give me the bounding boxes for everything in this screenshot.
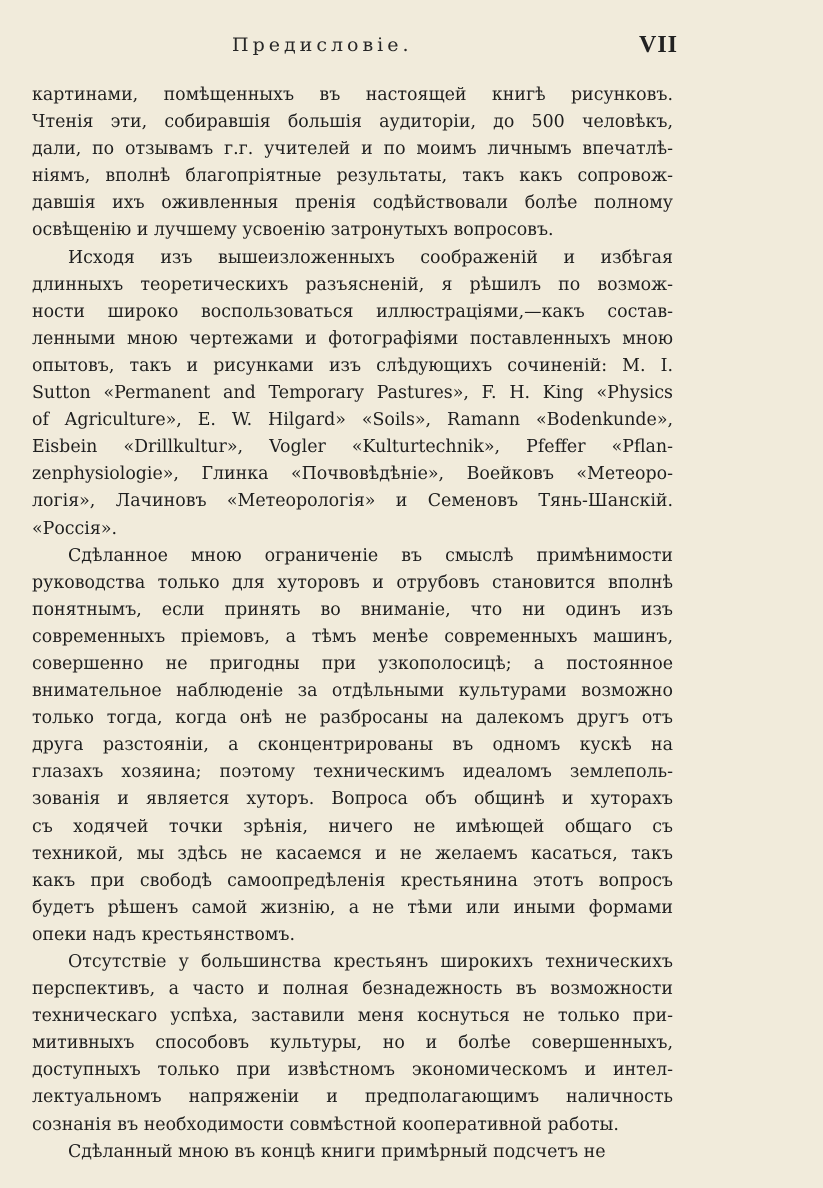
text-line: современныхъ пріемовъ, а тѣмъ менѣе современныхъ машинъ, xyxy=(32,626,673,647)
text-line: Sutton «Permanent and Temporary Pastures», F. H. King «Physics xyxy=(32,383,673,404)
paragraph xyxy=(32,543,673,949)
text-line: Чтенія эти, собиравшія большія аудиторіи, до 500 человѣкъ, xyxy=(32,112,673,133)
text-line: совершенно не пригодны при узкополосицѣ; а постоянное xyxy=(32,653,673,674)
text-line: будетъ рѣшенъ самой жизнію, а не тѣми или иными формами xyxy=(32,897,673,918)
text-line: давшія ихъ оживленныя пренія содѣйствовали болѣе полному xyxy=(32,193,673,214)
paragraph xyxy=(32,949,673,1139)
paragraph xyxy=(32,245,673,543)
paragraph xyxy=(32,1139,673,1166)
text-line: техническаго успѣха, заставили меня коснуться не только при- xyxy=(32,1006,673,1027)
text-line: Eisbein «Drillkultur», Vogler «Kulturtechnik», Pfeffer «Pflan- xyxy=(32,437,673,458)
text-line: съ ходячей точки зрѣнія, ничего не имѣющей общаго съ xyxy=(32,816,673,837)
text-line: какъ при свободѣ самоопредѣленія крестьянина этотъ вопросъ xyxy=(32,870,673,891)
text-line: of Agriculture», E. W. Hilgard» «Soils», Ramann «Bodenkunde», xyxy=(32,410,673,431)
text-line: только тогда, когда онѣ не разбросаны на далекомъ другъ отъ xyxy=(32,708,673,729)
text-line: доступныхъ только при извѣстномъ экономическомъ и интел- xyxy=(32,1060,673,1081)
text-line: понятнымъ, если принять во вниманіе, что ни одинъ изъ xyxy=(32,599,673,620)
text-line: ніямъ, вполнѣ благопріятные результаты, такъ какъ сопровож- xyxy=(32,166,673,187)
text-line: сознанія въ необходимости совмѣстной кооперативной работы. xyxy=(32,1114,619,1135)
text-line: «Россія». xyxy=(32,518,117,539)
text-line: зованія и является хуторъ. Вопроса объ общинѣ и хуторахъ xyxy=(32,789,673,810)
text-line: руководства только для хуторовъ и отрубовъ становится вполнѣ xyxy=(32,572,673,593)
text-line: Сдѣланное мною ограниченіе въ смыслѣ примѣнимости xyxy=(68,545,673,566)
text-line: Отсутствіе у большинства крестьянъ широкихъ техническихъ xyxy=(68,952,673,972)
text-line: глазахъ хозяина; поэтому техническимъ идеаломъ землеполь- xyxy=(32,762,673,783)
text-line: длинныхъ теоретическихъ разъясненій, я рѣшилъ по возмож- xyxy=(32,274,673,295)
text-line: логія», Лачиновъ «Метеорологія» и Семеновъ Тянь-Шанскій. xyxy=(32,491,673,512)
text-line: картинами, помѣщенныхъ въ настоящей книгѣ рисунковъ. xyxy=(32,85,673,105)
page-header xyxy=(32,32,679,62)
running-title: Предисловіе. xyxy=(232,34,413,56)
text-line: друга разстояніи, а сконцентрированы въ одномъ кускѣ на xyxy=(32,735,673,756)
paragraph xyxy=(32,82,673,245)
text-line: лектуальномъ напряженіи и предполагающимъ наличность xyxy=(32,1087,673,1108)
body-text xyxy=(32,82,673,1166)
text-line: перспективъ, а часто и полная безнадежность въ возможности xyxy=(32,979,673,1000)
page-number: VII xyxy=(639,32,679,58)
text-line: освѣщенію и лучшему усвоенію затронутыхъ вопросовъ. xyxy=(32,220,554,241)
text-line: zenphysiologie», Глинка «Почвовѣдѣніе», Воейковъ «Метеоро- xyxy=(32,464,673,485)
text-line: опеки надъ крестьянствомъ. xyxy=(32,924,296,945)
text-line: дали, по отзывамъ г.г. учителей и по моимъ личнымъ впечатлѣ- xyxy=(32,139,673,160)
text-line: ленными мною чертежами и фотографіями поставленныхъ мною xyxy=(32,328,673,349)
text-line: Сдѣланный мною въ концѣ книги примѣрный подсчетъ не xyxy=(68,1141,606,1162)
text-line: внимательное наблюденіе за отдѣльными культурами возможно xyxy=(32,681,673,702)
text-line: опытовъ, такъ и рисунками изъ слѣдующихъ сочиненій: M. I. xyxy=(32,355,673,376)
text-line: митивныхъ способовъ культуры, но и болѣе совершенныхъ, xyxy=(32,1033,673,1054)
text-line: техникой, мы здѣсь не касаемся и не желаемъ касаться, такъ xyxy=(32,843,673,864)
text-line: Исходя изъ вышеизложенныхъ соображеній и избѣгая xyxy=(68,247,673,268)
text-line: ности широко воспользоваться иллюстраціями,—какъ состав- xyxy=(32,301,673,322)
